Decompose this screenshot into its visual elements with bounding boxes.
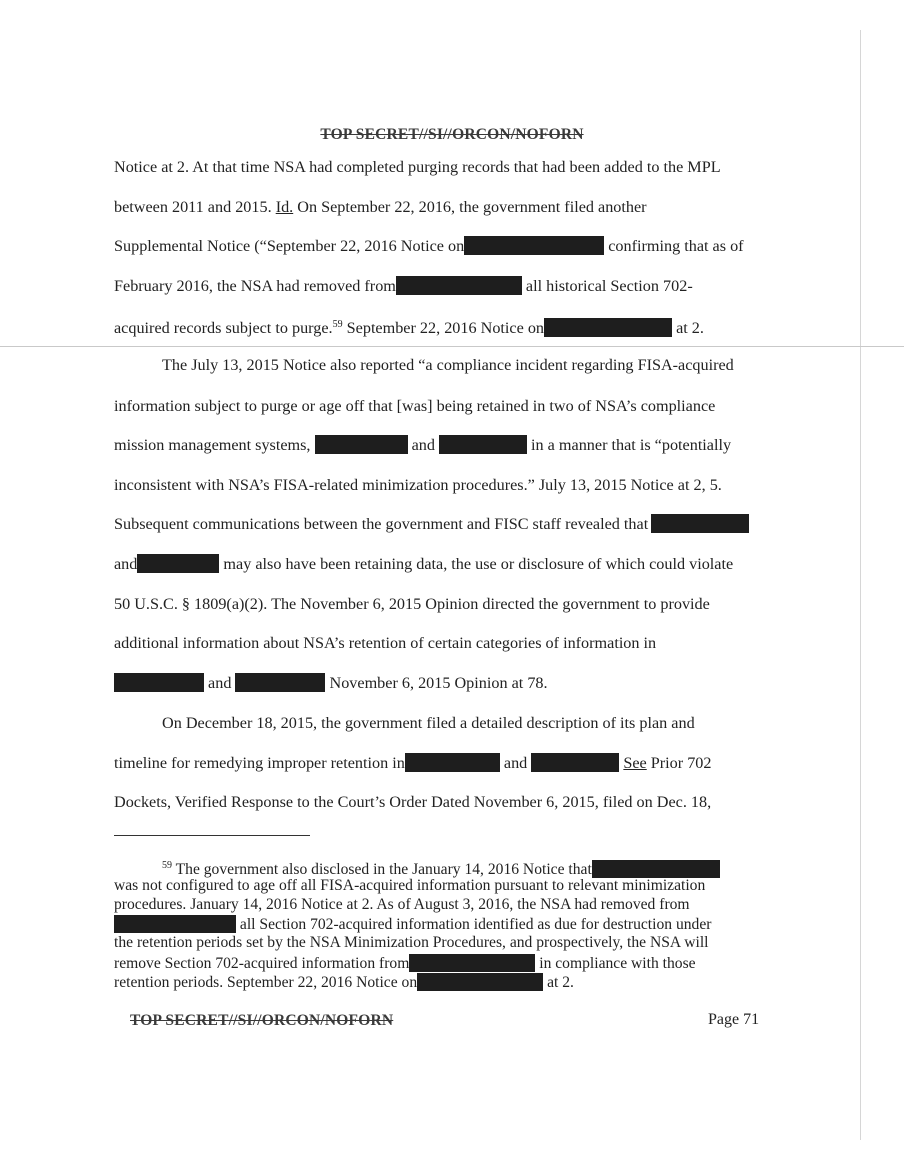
redaction (417, 973, 543, 991)
body-line-1: Notice at 2. At that time NSA had completed purging records that had been added to the MPL (114, 158, 721, 176)
body-line-5: acquired records subject to purge.$^{59}$ September 22, 2016 Notice on at 2. (114, 319, 704, 337)
page-edge (860, 30, 861, 1140)
body-line-3: Supplemental Notice (“September 22, 2016 Notice on confirming that as of (114, 237, 744, 255)
id-citation: Id. (275, 198, 294, 216)
redaction (396, 276, 522, 295)
body-line-6: The July 13, 2015 Notice also reported “a compliance incident regarding FISA-acquired (162, 356, 734, 374)
body-line-13: additional information about NSA’s retention of certain categories of information in (114, 634, 657, 652)
body-line-14: and November 6, 2015 Opinion at 78. (114, 673, 548, 693)
redaction (544, 318, 672, 337)
redaction (592, 860, 720, 878)
footnote-line-3: procedures. January 14, 2016 Notice at 2. As of August 3, 2016, the NSA had removed from (114, 896, 690, 913)
see-signal: See (623, 754, 647, 772)
footnote-line-2: was not configured to age off all FISA-acquired information pursuant to relevant minimization (114, 877, 706, 894)
body-line-16: timeline for remedying improper retention in and See Prior 702 (114, 754, 712, 772)
page-number: Page 71 (708, 1011, 760, 1028)
footnote-line-1: $^{59}$ The government also disclosed in the January 14, 2016 Notice that (162, 857, 720, 879)
redaction (409, 954, 535, 972)
body-line-9: inconsistent with NSA’s FISA-related minimization procedures.” July 13, 2015 Notice at 2, 5. (114, 476, 722, 494)
footnote-line-7: retention periods. September 22, 2016 Notice on at 2. (114, 974, 574, 991)
classification-header: TOP SECRET//SI//ORCON/NOFORN (320, 126, 584, 143)
footnote-line-6: remove Section 702-acquired information from in compliance with those (114, 955, 696, 972)
footnote-line-5: the retention periods set by the NSA Minimization Procedures, and prospectively, the NSA will (114, 934, 709, 951)
body-line-7: information subject to purge or age off that [was] being retained in two of NSA’s compliance (114, 397, 716, 415)
redaction (405, 753, 500, 772)
classification-footer: TOP SECRET//SI//ORCON/NOFORN (130, 1012, 394, 1029)
footnote-ref: 59 (332, 319, 343, 330)
redaction (651, 514, 749, 533)
body-line-15: On December 18, 2015, the government filed a detailed description of its plan and (162, 714, 695, 732)
footnote-separator (114, 835, 310, 836)
redaction (531, 753, 619, 772)
scan-fold-line (0, 346, 904, 347)
redaction (114, 915, 236, 933)
body-line-11: and may also have been retaining data, the use or disclosure of which could violate (114, 555, 734, 573)
body-line-8: mission management systems, and in a manner that is “potentially (114, 436, 732, 454)
redaction (235, 673, 325, 692)
body-line-4: February 2016, the NSA had removed from all historical Section 702- (114, 277, 693, 295)
redaction (439, 435, 527, 454)
redaction (114, 673, 204, 692)
body-line-2: between 2011 and 2015. Id. On September 22, 2016, the government filed another (114, 198, 647, 216)
body-line-17: Dockets, Verified Response to the Court’s Order Dated November 6, 2015, filed on Dec. 18, (114, 793, 712, 811)
footnote-line-4: all Section 702-acquired information identified as due for destruction under (114, 915, 711, 934)
body-line-12: 50 U.S.C. § 1809(a)(2). The November 6, 2015 Opinion directed the government to provide (114, 595, 710, 613)
body-line-10: Subsequent communications between the government and FISC staff revealed that (114, 514, 749, 534)
redaction (464, 236, 604, 255)
footnote-number: 59 (162, 860, 172, 871)
redaction (137, 554, 219, 573)
redaction (315, 435, 408, 454)
